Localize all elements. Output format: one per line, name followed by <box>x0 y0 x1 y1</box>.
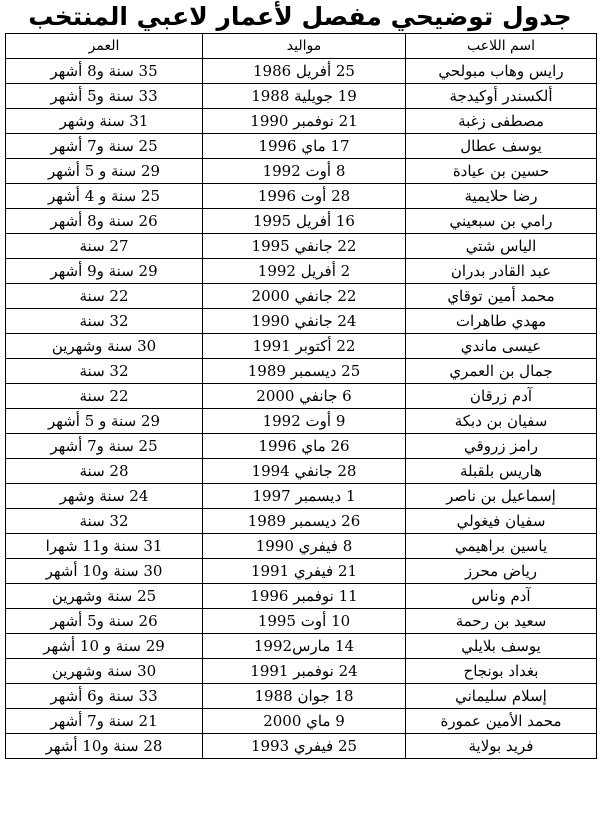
age-cell: 26 سنة و8 أشهر <box>6 209 203 234</box>
birth-date-cell: 28 أوت 1996 <box>203 184 406 209</box>
age-cell: 31 سنة و11 شهرا <box>6 534 203 559</box>
player-name-cell: يوسف عطال <box>406 134 597 159</box>
age-cell: 32 سنة <box>6 309 203 334</box>
table-row <box>6 459 597 484</box>
player-name-cell: إسلام سليماني <box>406 684 597 709</box>
age-cell: 27 سنة <box>6 234 203 259</box>
player-name-cell: آدم زرقان <box>406 384 597 409</box>
age-cell: 30 سنة و10 أشهر <box>6 559 203 584</box>
age-cell: 32 سنة <box>6 359 203 384</box>
player-name-cell: مصطفى زغبة <box>406 109 597 134</box>
birth-date-cell: 21 فيفري 1991 <box>203 559 406 584</box>
table-row <box>6 284 597 309</box>
birth-date-cell: 1 ديسمبر 1997 <box>203 484 406 509</box>
table-row <box>6 734 597 759</box>
birth-date-cell: 17 ماي 1996 <box>203 134 406 159</box>
player-name-cell: ألكسندر أوكيدجة <box>406 84 597 109</box>
header-age: العمر <box>6 34 203 59</box>
birth-date-cell: 14 مارس1992 <box>203 634 406 659</box>
table-row <box>6 209 597 234</box>
player-name-cell: رامي بن سبعيني <box>406 209 597 234</box>
birth-date-cell: 9 ماي 2000 <box>203 709 406 734</box>
table-row <box>6 59 597 84</box>
birth-date-cell: 26 ديسمبر 1989 <box>203 509 406 534</box>
table-row <box>6 84 597 109</box>
age-cell: 28 سنة <box>6 459 203 484</box>
player-name-cell: فريد بولاية <box>406 734 597 759</box>
player-name-cell: آدم وناس <box>406 584 597 609</box>
birth-date-cell: 24 جانفي 1990 <box>203 309 406 334</box>
player-name-cell: رضا حلايمية <box>406 184 597 209</box>
birth-date-cell: 24 نوفمبر 1991 <box>203 659 406 684</box>
player-name-cell: عبد القادر بدران <box>406 259 597 284</box>
age-cell: 31 سنة وشهر <box>6 109 203 134</box>
table-row <box>6 109 597 134</box>
birth-date-cell: 11 نوفمبر 1996 <box>203 584 406 609</box>
player-name-cell: ياسين براهيمي <box>406 534 597 559</box>
birth-date-cell: 2 أفريل 1992 <box>203 259 406 284</box>
player-name-cell: حسين بن عيادة <box>406 159 597 184</box>
table-row <box>6 609 597 634</box>
table-row <box>6 509 597 534</box>
birth-date-cell: 25 ديسمبر 1989 <box>203 359 406 384</box>
player-name-cell: محمد الأمين عمورة <box>406 709 597 734</box>
birth-date-cell: 16 أفريل 1995 <box>203 209 406 234</box>
birth-date-cell: 6 جانفي 2000 <box>203 384 406 409</box>
table-row <box>6 434 597 459</box>
table-row <box>6 309 597 334</box>
age-cell: 32 سنة <box>6 509 203 534</box>
players-age-table <box>5 33 597 759</box>
birth-date-cell: 8 أوت 1992 <box>203 159 406 184</box>
table-row <box>6 334 597 359</box>
birth-date-cell: 18 جوان 1988 <box>203 684 406 709</box>
age-cell: 33 سنة و5 أشهر <box>6 84 203 109</box>
table-row <box>6 559 597 584</box>
player-name-cell: محمد أمين توقاي <box>406 284 597 309</box>
age-cell: 25 سنة و7 أشهر <box>6 434 203 459</box>
player-name-cell: يوسف بلايلي <box>406 634 597 659</box>
age-cell: 24 سنة وشهر <box>6 484 203 509</box>
age-cell: 30 سنة وشهرين <box>6 334 203 359</box>
birth-date-cell: 22 جانفي 2000 <box>203 284 406 309</box>
table-row <box>6 234 597 259</box>
age-cell: 28 سنة و10 أشهر <box>6 734 203 759</box>
table-row <box>6 384 597 409</box>
player-name-cell: مهدي طاهرات <box>406 309 597 334</box>
player-name-cell: رايس وهاب مبولحي <box>406 59 597 84</box>
table-row <box>6 134 597 159</box>
birth-date-cell: 8 فيفري 1990 <box>203 534 406 559</box>
birth-date-cell: 25 فيفري 1993 <box>203 734 406 759</box>
page-title: جدول توضيحي مفصل لأعمار لاعبي المنتخب <box>28 2 572 31</box>
age-cell: 25 سنة و 4 أشهر <box>6 184 203 209</box>
age-cell: 21 سنة و7 أشهر <box>6 709 203 734</box>
header-player-name: اسم اللاعب <box>406 34 597 59</box>
age-cell: 22 سنة <box>6 284 203 309</box>
table-row <box>6 484 597 509</box>
age-cell: 29 سنة و 5 أشهر <box>6 159 203 184</box>
table-row <box>6 409 597 434</box>
birth-date-cell: 21 نوفمبر 1990 <box>203 109 406 134</box>
table-row <box>6 584 597 609</box>
header-birth-date: مواليد <box>203 34 406 59</box>
player-name-cell: رياض محرز <box>406 559 597 584</box>
player-name-cell: سعيد بن رحمة <box>406 609 597 634</box>
age-cell: 35 سنة و8 أشهر <box>6 59 203 84</box>
birth-date-cell: 26 ماي 1996 <box>203 434 406 459</box>
player-name-cell: إسماعيل بن ناصر <box>406 484 597 509</box>
birth-date-cell: 19 جويلية 1988 <box>203 84 406 109</box>
table-row <box>6 684 597 709</box>
player-name-cell: بغداد بونجاح <box>406 659 597 684</box>
player-name-cell: هاريس بلقبلة <box>406 459 597 484</box>
age-cell: 33 سنة و6 أشهر <box>6 684 203 709</box>
birth-date-cell: 10 أوت 1995 <box>203 609 406 634</box>
birth-date-cell: 9 أوت 1992 <box>203 409 406 434</box>
birth-date-cell: 28 جانفي 1994 <box>203 459 406 484</box>
table-header-row <box>6 34 597 59</box>
table-row <box>6 634 597 659</box>
table-row <box>6 159 597 184</box>
birth-date-cell: 22 أكتوبر 1991 <box>203 334 406 359</box>
player-name-cell: رامز زروقي <box>406 434 597 459</box>
player-name-cell: عيسى ماندي <box>406 334 597 359</box>
age-cell: 22 سنة <box>6 384 203 409</box>
table-row <box>6 359 597 384</box>
birth-date-cell: 22 جانفي 1995 <box>203 234 406 259</box>
age-cell: 29 سنة و 5 أشهر <box>6 409 203 434</box>
player-name-cell: سفيان بن دبكة <box>406 409 597 434</box>
player-name-cell: سفيان فيغولي <box>406 509 597 534</box>
table-row <box>6 534 597 559</box>
age-cell: 25 سنة و7 أشهر <box>6 134 203 159</box>
age-cell: 30 سنة وشهرين <box>6 659 203 684</box>
player-name-cell: الياس شتي <box>406 234 597 259</box>
table-row <box>6 184 597 209</box>
player-name-cell: جمال بن العمري <box>406 359 597 384</box>
table-row <box>6 659 597 684</box>
age-cell: 29 سنة و9 أشهر <box>6 259 203 284</box>
table-row <box>6 709 597 734</box>
age-cell: 26 سنة و5 أشهر <box>6 609 203 634</box>
age-cell: 29 سنة و 10 أشهر <box>6 634 203 659</box>
birth-date-cell: 25 أفريل 1986 <box>203 59 406 84</box>
age-cell: 25 سنة وشهرين <box>6 584 203 609</box>
table-row <box>6 259 597 284</box>
